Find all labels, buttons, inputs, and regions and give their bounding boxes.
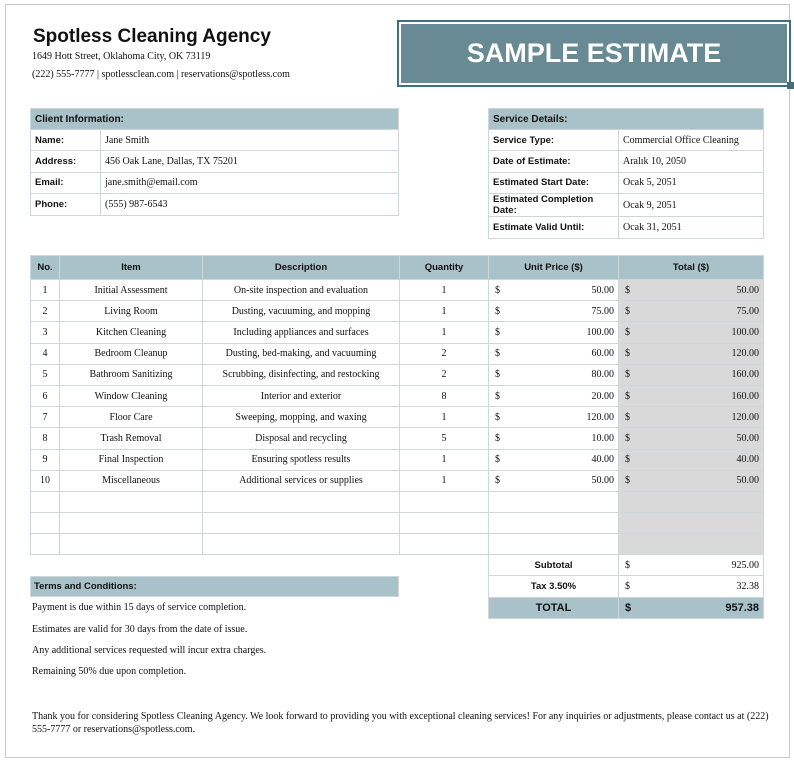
currency-symbol: $ xyxy=(495,475,500,487)
empty-cell[interactable] xyxy=(60,513,203,534)
row-quantity[interactable]: 1 xyxy=(400,470,489,491)
tax-value xyxy=(619,576,764,597)
empty-cell[interactable] xyxy=(31,491,60,512)
row-item[interactable]: Kitchen Cleaning xyxy=(60,322,203,343)
currency-symbol: $ xyxy=(625,348,630,360)
col-header-no: No. xyxy=(31,256,60,280)
client-row xyxy=(31,130,399,151)
service-label: Estimated Completion Date: xyxy=(489,194,619,217)
row-description[interactable]: Sweeping, mopping, and waxing xyxy=(203,407,400,428)
unit-price-amount: 100.00 xyxy=(586,326,614,338)
row-number: 4 xyxy=(31,343,60,364)
row-quantity[interactable]: 5 xyxy=(400,428,489,449)
currency-symbol: $ xyxy=(495,432,500,444)
client-value[interactable]: (555) 987-6543 xyxy=(101,194,399,215)
grand-total-amount: 957.38 xyxy=(725,601,759,614)
term-line: Estimates are valid for 30 days from the date of issue. xyxy=(32,624,248,635)
row-number: 3 xyxy=(31,322,60,343)
empty-cell[interactable] xyxy=(203,513,400,534)
row-number: 5 xyxy=(31,364,60,385)
currency-symbol: $ xyxy=(495,348,500,360)
row-total xyxy=(619,470,764,491)
service-row xyxy=(489,172,764,193)
table-row xyxy=(31,301,764,322)
col-header-unit-price: Unit Price ($) xyxy=(489,256,619,280)
currency-symbol: $ xyxy=(625,559,630,571)
unit-price-amount: 50.00 xyxy=(591,284,614,296)
client-label: Phone: xyxy=(31,194,101,215)
empty-cell[interactable] xyxy=(489,491,619,512)
unit-price-amount: 10.00 xyxy=(591,432,614,444)
company-name: Spotless Cleaning Agency xyxy=(33,26,271,47)
row-number: 7 xyxy=(31,407,60,428)
unit-price-amount: 80.00 xyxy=(591,369,614,381)
service-value[interactable]: Ocak 31, 2051 xyxy=(619,217,764,238)
row-quantity[interactable]: 2 xyxy=(400,364,489,385)
empty-cell xyxy=(619,534,764,555)
currency-symbol: $ xyxy=(625,580,630,592)
empty-cell[interactable] xyxy=(203,534,400,555)
currency-symbol: $ xyxy=(625,432,630,444)
row-quantity[interactable]: 1 xyxy=(400,449,489,470)
row-unit-price[interactable] xyxy=(489,343,619,364)
col-header-total: Total ($) xyxy=(619,256,764,280)
term-line: Any additional services requested will incur extra charges. xyxy=(32,645,267,656)
row-unit-price[interactable] xyxy=(489,428,619,449)
row-quantity[interactable]: 1 xyxy=(400,322,489,343)
client-label: Email: xyxy=(31,172,101,193)
row-number: 2 xyxy=(31,301,60,322)
currency-symbol: $ xyxy=(625,369,630,381)
table-row xyxy=(31,322,764,343)
currency-symbol: $ xyxy=(625,326,630,338)
term-line: Remaining 50% due upon completion. xyxy=(32,666,187,677)
col-header-description: Description xyxy=(203,256,400,280)
currency-symbol: $ xyxy=(625,454,630,466)
unit-price-amount: 120.00 xyxy=(586,411,614,423)
total-amount: 50.00 xyxy=(736,432,759,444)
company-contact: (222) 555-7777 | spotlessclean.com | reservations@spotless.com xyxy=(32,69,290,80)
totals-table xyxy=(488,554,764,619)
term-line: Payment is due within 15 days of service completion. xyxy=(32,602,247,613)
row-total xyxy=(619,449,764,470)
client-info-table xyxy=(30,108,399,216)
total-amount: 50.00 xyxy=(736,284,759,296)
service-row xyxy=(489,194,764,217)
terms-header: Terms and Conditions: xyxy=(30,576,399,597)
client-label: Name: xyxy=(31,130,101,151)
row-unit-price[interactable] xyxy=(489,322,619,343)
currency-symbol: $ xyxy=(495,369,500,381)
row-total xyxy=(619,280,764,301)
empty-cell[interactable] xyxy=(489,534,619,555)
table-row xyxy=(31,280,764,301)
total-amount: 40.00 xyxy=(736,454,759,466)
row-number: 9 xyxy=(31,449,60,470)
row-item[interactable]: Miscellaneous xyxy=(60,470,203,491)
row-quantity[interactable]: 2 xyxy=(400,343,489,364)
row-number: 8 xyxy=(31,428,60,449)
client-label: Address: xyxy=(31,151,101,172)
empty-table-row xyxy=(31,513,764,534)
service-details-table xyxy=(488,108,764,239)
empty-cell xyxy=(619,513,764,534)
table-row xyxy=(31,449,764,470)
row-number: 6 xyxy=(31,385,60,406)
client-value[interactable]: 456 Oak Lane, Dallas, TX 75201 xyxy=(101,151,399,172)
client-row xyxy=(31,194,399,215)
tax-row xyxy=(489,576,764,597)
total-amount: 100.00 xyxy=(731,326,759,338)
unit-price-amount: 50.00 xyxy=(591,475,614,487)
col-header-quantity: Quantity xyxy=(400,256,489,280)
row-item[interactable]: Bedroom Cleanup xyxy=(60,343,203,364)
row-unit-price[interactable] xyxy=(489,449,619,470)
currency-symbol: $ xyxy=(495,305,500,317)
col-header-item: Item xyxy=(60,256,203,280)
currency-symbol: $ xyxy=(625,601,632,614)
empty-cell[interactable] xyxy=(400,513,489,534)
subtotal-label: Subtotal xyxy=(489,555,619,576)
line-items-table xyxy=(30,255,764,555)
row-description[interactable]: Disposal and recycling xyxy=(203,428,400,449)
empty-cell[interactable] xyxy=(203,491,400,512)
service-value[interactable]: Aralık 10, 2050 xyxy=(619,151,764,172)
empty-cell[interactable] xyxy=(31,534,60,555)
subtotal-row xyxy=(489,555,764,576)
grand-total-value xyxy=(619,597,764,618)
service-row xyxy=(489,130,764,151)
row-description[interactable]: Including appliances and surfaces xyxy=(203,322,400,343)
service-details-header: Service Details: xyxy=(489,109,764,130)
row-unit-price[interactable] xyxy=(489,301,619,322)
total-amount: 75.00 xyxy=(736,305,759,317)
unit-price-amount: 75.00 xyxy=(591,305,614,317)
row-item[interactable]: Window Cleaning xyxy=(60,385,203,406)
total-amount: 160.00 xyxy=(731,390,759,402)
resize-handle[interactable] xyxy=(787,82,794,89)
currency-symbol: $ xyxy=(625,411,630,423)
row-unit-price[interactable] xyxy=(489,364,619,385)
row-item[interactable]: Trash Removal xyxy=(60,428,203,449)
table-row xyxy=(31,343,764,364)
service-label: Date of Estimate: xyxy=(489,151,619,172)
row-item[interactable]: Initial Assessment xyxy=(60,280,203,301)
currency-symbol: $ xyxy=(495,411,500,423)
row-total xyxy=(619,343,764,364)
currency-symbol: $ xyxy=(495,284,500,296)
row-item[interactable]: Living Room xyxy=(60,301,203,322)
table-row xyxy=(31,428,764,449)
total-amount: 50.00 xyxy=(736,475,759,487)
empty-cell[interactable] xyxy=(400,534,489,555)
unit-price-amount: 20.00 xyxy=(591,390,614,402)
service-label: Estimated Start Date: xyxy=(489,172,619,193)
footer-note: Thank you for considering Spotless Cleaning Agency. We look forward to providing you with exceptional cleaning services! For any inquiries or adjustments, please contact us at (222) 555-7777 or reservations@spotless.com. xyxy=(32,711,769,735)
row-description[interactable]: Scrubbing, disinfecting, and restocking xyxy=(203,364,400,385)
client-value[interactable]: jane.smith@email.com xyxy=(101,172,399,193)
row-total xyxy=(619,428,764,449)
company-address: 1649 Hott Street, Oklahoma City, OK 73119 xyxy=(32,51,211,62)
row-total xyxy=(619,301,764,322)
estimate-banner[interactable] xyxy=(397,20,791,87)
table-row xyxy=(31,364,764,385)
service-label: Estimate Valid Until: xyxy=(489,217,619,238)
subtotal-value xyxy=(619,555,764,576)
row-total xyxy=(619,322,764,343)
empty-table-row xyxy=(31,491,764,512)
row-item[interactable]: Floor Care xyxy=(60,407,203,428)
row-total xyxy=(619,385,764,406)
row-description[interactable]: Additional services or supplies xyxy=(203,470,400,491)
empty-cell xyxy=(619,491,764,512)
currency-symbol: $ xyxy=(495,390,500,402)
row-quantity[interactable]: 8 xyxy=(400,385,489,406)
row-description[interactable]: Ensuring spotless results xyxy=(203,449,400,470)
row-number: 10 xyxy=(31,470,60,491)
currency-symbol: $ xyxy=(495,454,500,466)
row-description[interactable]: Dusting, bed-making, and vacuuming xyxy=(203,343,400,364)
total-amount: 120.00 xyxy=(731,411,759,423)
table-row xyxy=(31,407,764,428)
empty-table-row xyxy=(31,534,764,555)
currency-symbol: $ xyxy=(625,305,630,317)
service-value[interactable]: Ocak 5, 2051 xyxy=(619,172,764,193)
unit-price-amount: 40.00 xyxy=(591,454,614,466)
grand-total-label: TOTAL xyxy=(489,597,619,618)
currency-symbol: $ xyxy=(625,475,630,487)
row-description[interactable]: Interior and exterior xyxy=(203,385,400,406)
grand-total-row xyxy=(489,597,764,618)
total-amount: 120.00 xyxy=(731,348,759,360)
client-info-header: Client Information: xyxy=(31,109,399,130)
subtotal-amount: 925.00 xyxy=(731,559,759,571)
row-quantity[interactable]: 1 xyxy=(400,301,489,322)
row-unit-price[interactable] xyxy=(489,470,619,491)
empty-cell[interactable] xyxy=(60,491,203,512)
row-quantity[interactable]: 1 xyxy=(400,280,489,301)
empty-cell[interactable] xyxy=(60,534,203,555)
client-row xyxy=(31,172,399,193)
tax-label: Tax 3.50% xyxy=(489,576,619,597)
currency-symbol: $ xyxy=(495,326,500,338)
client-row xyxy=(31,151,399,172)
service-row xyxy=(489,151,764,172)
table-row xyxy=(31,385,764,406)
empty-cell[interactable] xyxy=(489,513,619,534)
banner-title: SAMPLE ESTIMATE xyxy=(401,24,787,83)
tax-amount: 32.38 xyxy=(736,580,759,592)
line-items-body xyxy=(31,280,764,555)
row-unit-price[interactable] xyxy=(489,385,619,406)
client-value[interactable]: Jane Smith xyxy=(101,130,399,151)
unit-price-amount: 60.00 xyxy=(591,348,614,360)
table-row xyxy=(31,470,764,491)
row-quantity[interactable]: 1 xyxy=(400,407,489,428)
currency-symbol: $ xyxy=(625,284,630,296)
service-label: Service Type: xyxy=(489,130,619,151)
row-description[interactable]: Dusting, vacuuming, and mopping xyxy=(203,301,400,322)
row-unit-price[interactable] xyxy=(489,280,619,301)
row-item[interactable]: Bathroom Sanitizing xyxy=(60,364,203,385)
service-value[interactable]: Commercial Office Cleaning xyxy=(619,130,764,151)
row-unit-price[interactable] xyxy=(489,407,619,428)
empty-cell[interactable] xyxy=(400,491,489,512)
service-value[interactable]: Ocak 9, 2051 xyxy=(619,194,764,217)
row-total xyxy=(619,407,764,428)
row-number: 1 xyxy=(31,280,60,301)
row-description[interactable]: On-site inspection and evaluation xyxy=(203,280,400,301)
empty-cell[interactable] xyxy=(31,513,60,534)
row-item[interactable]: Final Inspection xyxy=(60,449,203,470)
row-total xyxy=(619,364,764,385)
currency-symbol: $ xyxy=(625,390,630,402)
total-amount: 160.00 xyxy=(731,369,759,381)
service-row xyxy=(489,217,764,238)
